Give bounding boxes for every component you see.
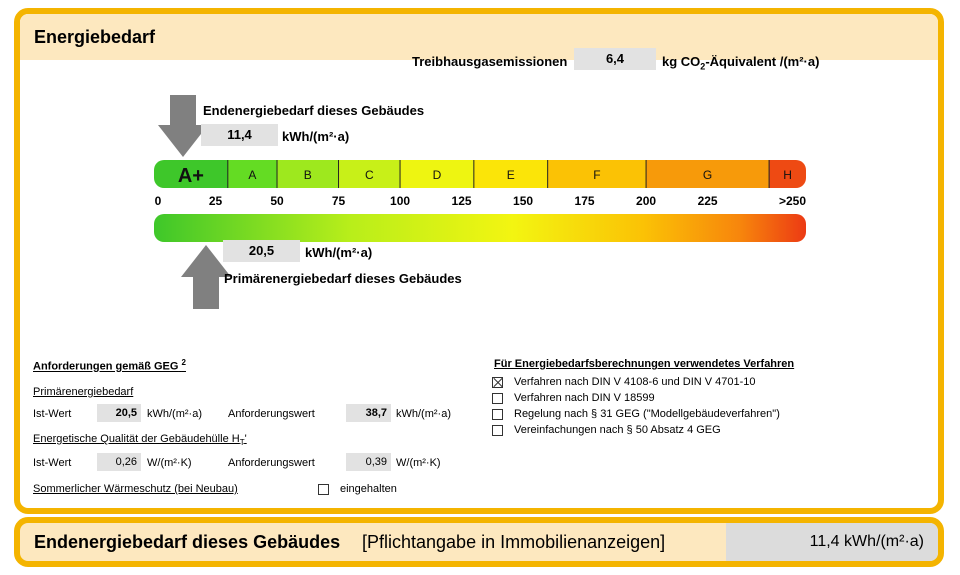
tick-label: 200 bbox=[636, 194, 657, 208]
primary-energy-label: Primärenergiebedarf dieses Gebäudes bbox=[224, 271, 462, 286]
tick-label: 0 bbox=[154, 194, 162, 208]
footer-note: [Pflichtangabe in Immobilienanzeigen] bbox=[362, 532, 666, 552]
requirement-label-primary: Anforderungswert bbox=[228, 408, 315, 420]
requirement-unit-envelope: W/(m²·K) bbox=[396, 457, 441, 469]
ist-value-envelope: 0,26 bbox=[97, 453, 141, 471]
tick-label: 50 bbox=[270, 194, 284, 208]
ghg-value: 6,4 bbox=[574, 48, 656, 70]
tick-label: 25 bbox=[208, 194, 223, 208]
class-label-D: D bbox=[432, 168, 442, 182]
footer-title: Endenergiebedarf dieses Gebäudes bbox=[34, 532, 341, 552]
tick-label: 225 bbox=[697, 194, 718, 208]
method-label: Vereinfachungen nach § 50 Absatz 4 GEG bbox=[514, 424, 721, 436]
section-title: Energiebedarf bbox=[34, 27, 156, 47]
method-checkbox[interactable] bbox=[492, 409, 503, 420]
methods-title: Für Energiebedarfsberechnungen verwendetes Verfahren bbox=[494, 358, 795, 370]
summer-protection-heading: Sommerlicher Wärmeschutz (bei Neubau) bbox=[33, 483, 238, 495]
requirement-unit-primary: kWh/(m²·a) bbox=[396, 408, 451, 420]
method-label: Verfahren nach DIN V 18599 bbox=[514, 392, 655, 404]
tick-label: 75 bbox=[331, 194, 346, 208]
tick-label: 175 bbox=[574, 194, 595, 208]
tick-label: 100 bbox=[390, 194, 411, 208]
requirements-title: Anforderungen gemäß GEG $^2$ bbox=[33, 358, 186, 373]
ist-unit-envelope: W/(m²·K) bbox=[147, 457, 192, 469]
ist-label: Ist-Wert bbox=[33, 408, 72, 420]
class-label-H: H bbox=[783, 168, 792, 182]
tick-label: >250 bbox=[778, 194, 806, 208]
summer-protection-checkbox-label: eingehalten bbox=[340, 483, 397, 495]
tick-label: 150 bbox=[513, 194, 534, 208]
class-label-B: B bbox=[303, 168, 312, 182]
method-checkbox[interactable] bbox=[492, 425, 503, 436]
footer-value: 11,4 kWh/(m²·a) bbox=[726, 523, 938, 561]
method-checkbox[interactable] bbox=[492, 377, 503, 388]
ghg-unit: kg $CO_2$-Äquivalent /(m²·a) bbox=[662, 54, 820, 72]
class-label-C: C bbox=[364, 168, 374, 182]
requirement-value-primary: 38,7 bbox=[346, 404, 391, 422]
class-label-A: A bbox=[248, 168, 257, 182]
class-label-F: F bbox=[593, 168, 601, 182]
class-label-A+: A+ bbox=[177, 165, 204, 187]
ghg-label: Treibhausgasemissionen bbox=[412, 54, 568, 69]
ist-value-primary: 20,5 bbox=[97, 404, 141, 422]
footer-summary bbox=[14, 517, 944, 567]
method-label: Regelung nach § 31 GEG ("Modellgebäudeverfahren") bbox=[514, 408, 780, 420]
method-checkbox[interactable] bbox=[492, 393, 503, 404]
primary-energy-unit: kWh/(m²·a) bbox=[305, 245, 373, 260]
envelope-heading: Energetische Qualität der Gebäudehülle $H_T'$ bbox=[33, 433, 247, 448]
tick-label: 125 bbox=[451, 194, 472, 208]
primary-energy-value: 20,5 bbox=[223, 240, 300, 262]
final-energy-value: 11,4 bbox=[201, 124, 278, 146]
summer-protection-checkbox[interactable] bbox=[318, 484, 329, 495]
requirement-label-envelope: Anforderungswert bbox=[228, 457, 315, 469]
scale-tick-labels bbox=[155, 194, 807, 208]
method-label: Verfahren nach DIN V 4108-6 und DIN V 4701-10 bbox=[514, 376, 756, 388]
requirement-value-envelope: 0,39 bbox=[346, 453, 391, 471]
ist-unit-primary: kWh/(m²·a) bbox=[147, 408, 202, 420]
ist-label-envelope: Ist-Wert bbox=[33, 457, 72, 469]
class-label-E: E bbox=[506, 168, 515, 182]
class-label-G: G bbox=[702, 168, 713, 182]
final-energy-label: Endenergiebedarf dieses Gebäudes bbox=[203, 103, 425, 118]
final-energy-unit: kWh/(m²·a) bbox=[282, 129, 350, 144]
primary-energy-heading: Primärenergiebedarf bbox=[33, 386, 134, 398]
primary-energy-gradient-bar bbox=[154, 214, 806, 242]
